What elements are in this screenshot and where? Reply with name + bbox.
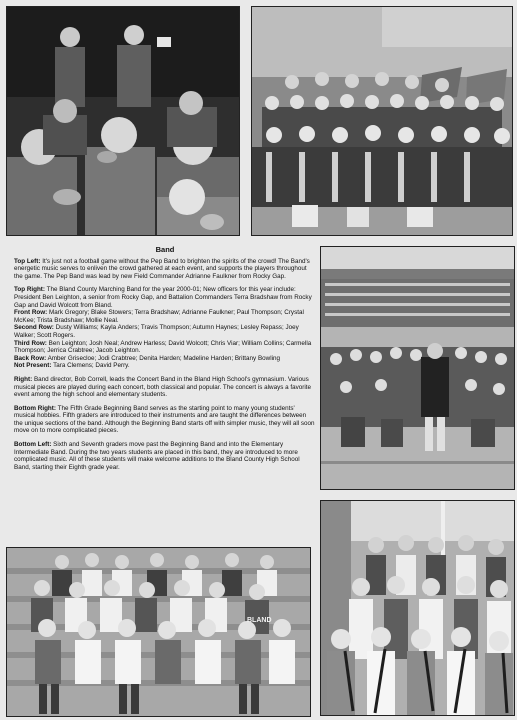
row-names: Ben Leighton; Josh Neal; Andrew Harless; David Wolcott; Chris Viar; William Collins; Carmella Thompson; Jerrica Crabtree; Jacob Leighton. bbox=[14, 339, 312, 355]
caption-body: Band director, Bob Correll, leads the Concert Band in the Bland High School's gymnasium. Various musical pieces are played during each concert, both classical and popular. The concert is always a favorite event among the high school and elementary students. bbox=[14, 375, 312, 399]
roster-row-second bbox=[14, 324, 316, 339]
roster-row-not-present bbox=[14, 362, 316, 370]
beginning-band-image bbox=[321, 501, 514, 715]
caption-top-left bbox=[14, 258, 316, 281]
caption-label: Top Left: bbox=[14, 257, 41, 265]
caption-text-block bbox=[14, 246, 316, 477]
row-names: Dusty Williams; Kayla Anders; Travis Thompson; Autumn Haynes; Lesley Repass; Joey Walker; Scott Rogers. bbox=[14, 324, 299, 339]
caption-top-right bbox=[14, 286, 316, 309]
row-names: Amber Grisecloe; Jodi Crabtree; Denita Harden; Madeline Harden; Brittany Bowling bbox=[47, 354, 281, 362]
row-names: Mark Gregory; Blake Stowers; Terra Bradshaw; Adrianne Faulkner; Paul Thompson; Crystal McKee; Trista Bradshaw; Mollie Neal. bbox=[14, 309, 304, 324]
caption-body: The Fifth Grade Beginning Band serves as the starting point to many young students' musical hobbies. Fifth graders are introduced to their instruments and are taught the differences between the unique sections of the band. Although the Beginning Band starts off with simpler music, they will all soon move on to more complicated pieces. bbox=[14, 404, 315, 435]
row-label: Third Row: bbox=[14, 339, 47, 347]
section-heading: Band bbox=[155, 245, 175, 254]
caption-body: Sixth and Seventh graders move past the Beginning Band and into the Elementary Intermediate Band. During the two years students are placed in this band, they are introduced to more complicated music. All of these students will make welcome additions to the Bland County High School Band, starting their Eighth grade year. bbox=[14, 441, 300, 471]
caption-label: Top Right: bbox=[14, 286, 46, 294]
row-names: Tara Clemens; David Perry. bbox=[53, 362, 130, 370]
shirt-text: BLAND bbox=[247, 617, 272, 624]
marching-band-photo bbox=[251, 6, 513, 236]
caption-body: It's just not a football game without the Pep Band to brighten the spirits of the crowd! The Band's energetic music serves to enliven the crowd gathered at each event, and supports the players throughout the game. The Pep Band was lead by new Field Commander Adrianne Faulkner from Rocky Gap. bbox=[14, 257, 310, 280]
caption-body: The Bland County Marching Band for the year 2000-01; New officers for this year include: President Ben Leighton, a senior from Rocky Gap, and Battalion Commanders Terra Bradshaw from Rocky Gap and David Wolcott from Bland. bbox=[14, 286, 312, 309]
row-label: Back Row: bbox=[14, 354, 47, 362]
caption-label: Right: bbox=[14, 375, 33, 383]
caption-right bbox=[14, 376, 316, 399]
row-label: Front Row: bbox=[14, 309, 48, 317]
concert-band-photo bbox=[320, 246, 515, 490]
beginning-band-photo bbox=[320, 500, 515, 716]
caption-bottom-left bbox=[14, 441, 316, 471]
pep-band-image bbox=[7, 7, 239, 235]
caption-label: Bottom Left: bbox=[14, 441, 52, 449]
intermediate-band-image bbox=[7, 548, 310, 716]
marching-band-image bbox=[252, 7, 512, 235]
pep-band-photo bbox=[6, 6, 240, 236]
roster-row-front bbox=[14, 309, 316, 324]
intermediate-band-photo bbox=[6, 547, 311, 717]
caption-bottom-right bbox=[14, 405, 316, 435]
roster-row-back bbox=[14, 355, 316, 363]
roster-row-third bbox=[14, 340, 316, 355]
row-label: Not Present: bbox=[14, 362, 52, 370]
caption-label: Bottom Right: bbox=[14, 404, 56, 412]
row-label: Second Row: bbox=[14, 324, 54, 332]
roster-rows bbox=[14, 309, 316, 370]
concert-band-image bbox=[321, 247, 514, 489]
